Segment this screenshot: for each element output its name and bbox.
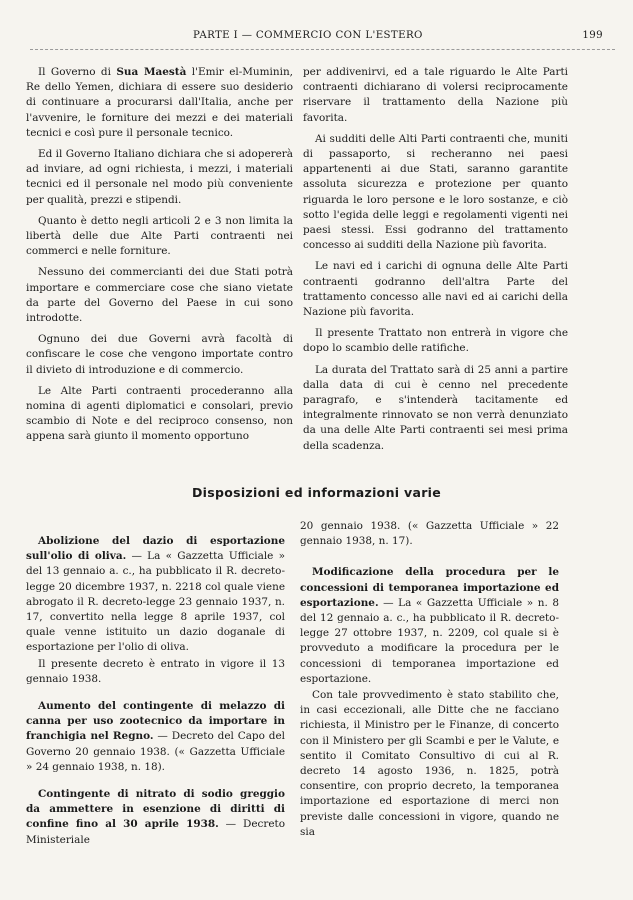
news-item [300, 565, 559, 840]
section-title: Disposizioni ed informazioni varie [191, 485, 442, 500]
treaty-paragraph: Ed il Governo Italiano dichiara che si adopererà ad inviare, ad ogni richiesta, i mezzi, i materiali tecnici ed il personale nel modo più conveniente per qualità, prezzi e stipendi. [26, 148, 293, 206]
treaty-paragraph: Ognuno dei due Governi avrà facoltà di confiscare le cose che vengono importate contro il divieto di introduzione e di commercio. [26, 333, 293, 376]
news-continuation: 20 gennaio 1938. (« Gazzetta Ufficiale » 22 gennaio 1938, n. 17). [300, 520, 559, 548]
news-extra: Il presente decreto è entrato in vigore il 13 gennaio 1938. [26, 657, 285, 685]
news-title: Aumento del contingente di melazzo di canna per uso zootecnico da importare in franchigia nel Regno. [26, 700, 285, 743]
news-title: Modificazione della procedura per le concessioni di temporanea importazione ed esportazione. [300, 566, 559, 609]
treaty-paragraph: Nessuno dei commercianti dei due Stati potrà importare e commerciare cose che siano vietate da parte del Governo del Paese in cui sono introdotte. [26, 266, 293, 325]
news-title: Contingente di nitrato di sodio greggio da ammettere in esenzione di diritti di confine fino al 30 aprile 1938. [26, 788, 285, 831]
news-title: Abolizione del dazio di esportazione sull'olio di oliva. [26, 535, 285, 563]
news-body: — La « Gazzetta Ufficiale » del 13 gennaio a. c., ha pubblicato il R. decreto-legge 20 dicembre 1937, n. 2218 col quale viene abrogato il R. decreto-legge 23 gennaio 1937, n. 17, convertito nella legge 8 aprile 1937, col quale venne istituito un dazio doganale di esportazione per l'olio di oliva. [26, 550, 285, 654]
news-left-column [26, 534, 285, 857]
treaty-paragraph: La durata del Trattato sarà di 25 anni a partire dalla data di cui è cenno nel precedente paragrafo, e s'intenderà tacitamente ed integralmente rinnovato se non verrà denunziato da una delle Alte Parti contraenti sei mesi prima della scadenza. [303, 363, 568, 452]
treaty-paragraph: Le Alte Parti contraenti procederanno alla nomina di agenti diplomatici e consolari, previo scambio di Note e del reciproco consenso, non appena sarà giunto il momento opportuno [26, 384, 293, 443]
header-rule [30, 49, 615, 50]
page-number: 199 [582, 30, 603, 41]
news-item [26, 534, 285, 687]
news-item [26, 787, 285, 848]
treaty-paragraph: Le navi ed i carichi di ognuna delle Alte Parti contraenti godranno dell'altra Parte del trattamento concesso alle navi ed ai carichi della Nazione più favorita. [303, 260, 568, 319]
treaty-paragraph: Il presente Trattato non entrerà in vigore che dopo lo scambio delle ratifiche. [303, 327, 568, 355]
news-right-column [300, 519, 559, 849]
news-body: — Decreto Ministeriale [26, 818, 285, 846]
treaty-right-column [303, 65, 568, 454]
treaty-paragraph: Il Governo di Sua Maestà l'Emir el-Muminin, Re dello Yemen, dichiara di essere suo desiderio di continuare a procurarsi dall'Italia, anche per l'avvenire, le forniture dei mezzi e dei materiali tecnici e così pure il personale tecnico. [26, 66, 293, 139]
treaty-left-column [26, 65, 293, 445]
news-body: — Decreto del Capo del Governo 20 gennaio 1938. (« Gazzetta Ufficiale » 24 gennaio 1938, n. 18). [26, 730, 285, 773]
treaty-paragraph: Quanto è detto negli articoli 2 e 3 non limita la libertà delle due Alte Parti contraenti nei commerci e nelle forniture. [26, 214, 293, 258]
treaty-paragraph: Ai sudditi delle Alti Parti contraenti che, muniti di passaporto, si recheranno nei paesi appartenenti ai due Stati, saranno garantite assoluta sicurezza e protezione per quanto riguarda le loro persone e le loro sostanze, e ciò sotto l'egida delle leggi e regolamenti vigenti nei paesi stessi. Essi godranno del trattamento concesso ai sudditi della Nazione più favorita. [303, 132, 568, 252]
running-title: PARTE I — COMMERCIO CON L'ESTERO [193, 30, 423, 41]
news-extra: Con tale provvedimento è stato stabilito che, in casi eccezionali, alle Ditte che ne facciano richiesta, il Ministro per le Finanze, di concerto con il Ministero per gli Scambi e per le Valute, e sentito il Comitato Consultivo di cui al R. decreto 14 agosto 1936, n. 1825, potrà consentire, con proprio decreto, la temporanea importazione ed esportazione di merci non previste dalle concessioni in vigore, quando ne sia [300, 689, 559, 838]
treaty-paragraph: per addivenirvi, ed a tale riguardo le Alte Parti contraenti dichiarano di volersi reciprocamente riservare il trattamento della Nazione più favorita. [303, 66, 568, 124]
news-item [26, 699, 285, 775]
news-body: — La « Gazzetta Ufficiale » n. 8 del 12 gennaio a. c., ha pubblicato il R. decreto-legge 27 ottobre 1937, n. 2209, col quale si è provveduto a modificare la procedura per le concessioni di temporanea importazione ed esportazione. [300, 596, 559, 685]
